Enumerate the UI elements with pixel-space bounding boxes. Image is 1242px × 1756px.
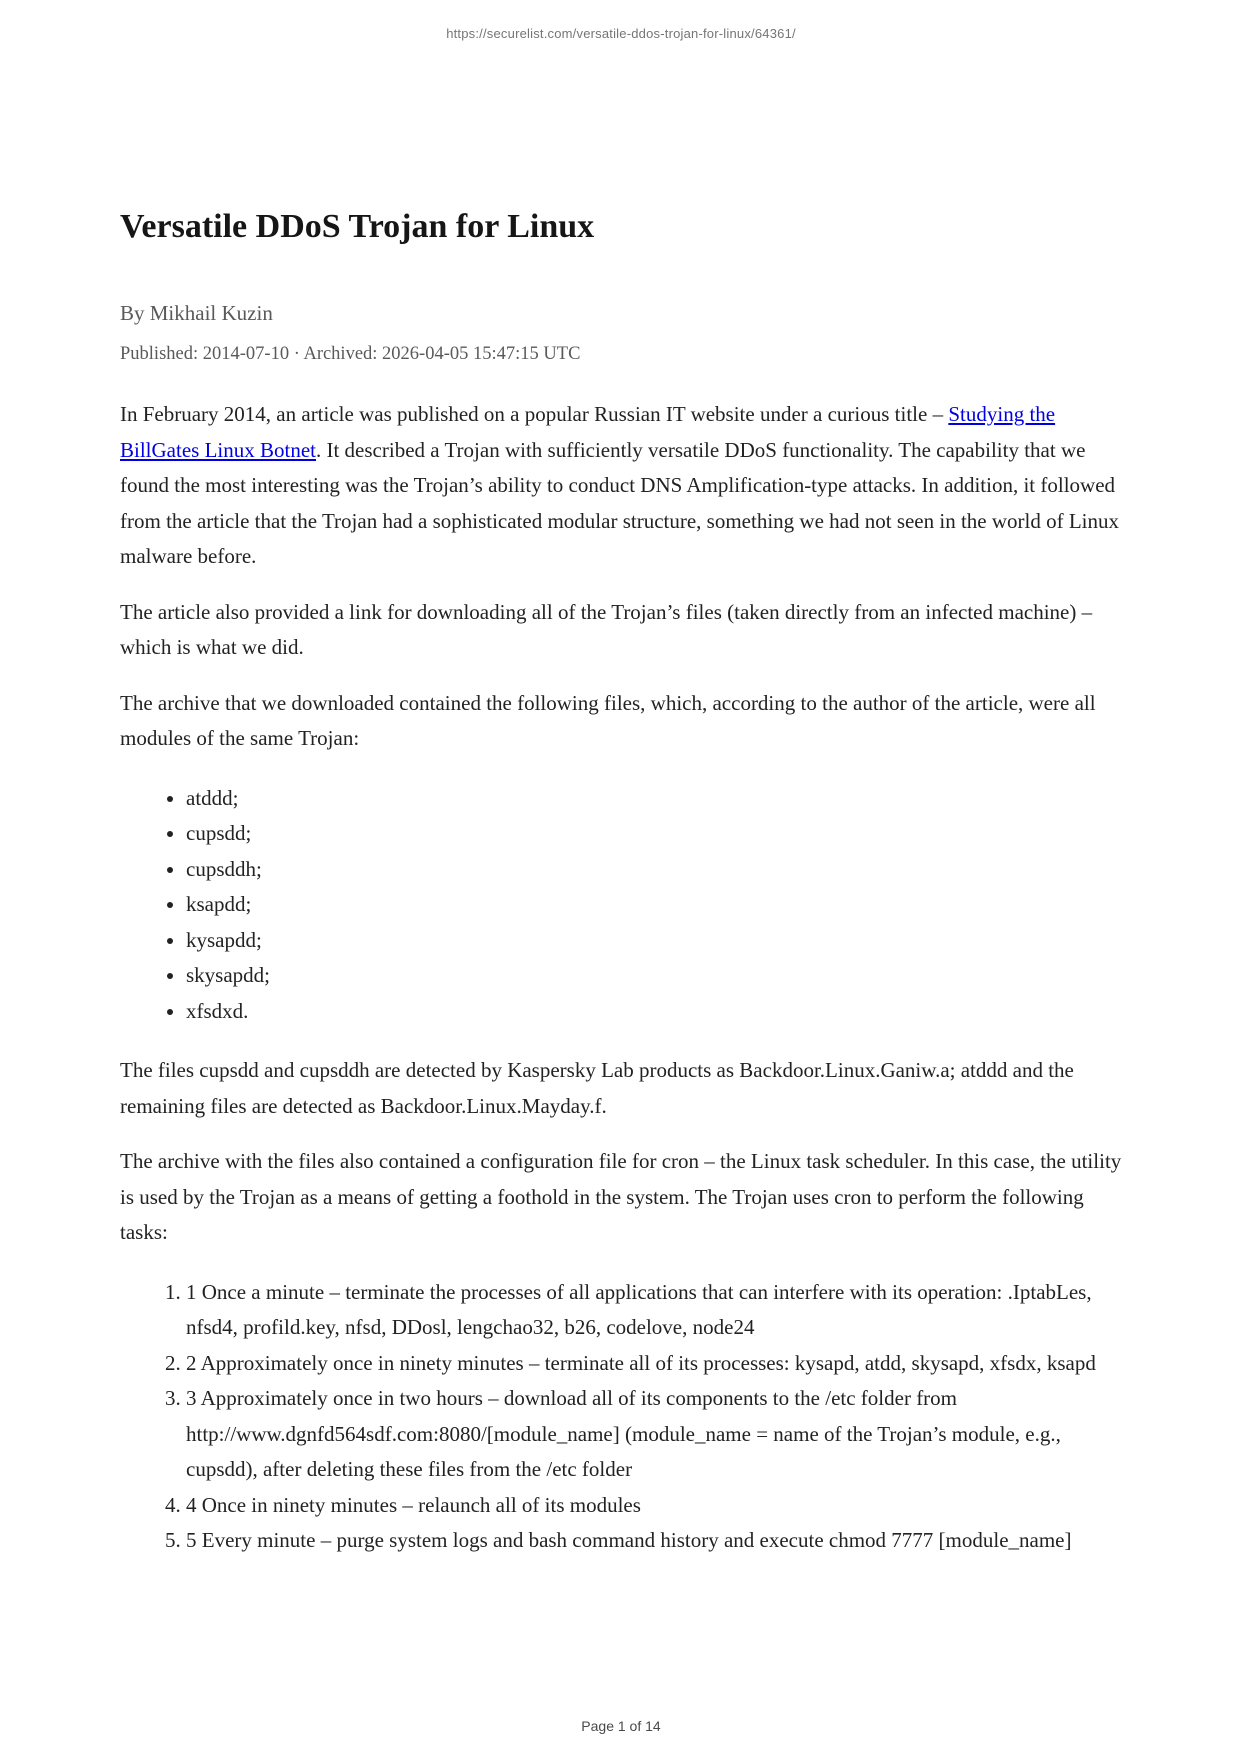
paragraph-intro <box>120 397 1127 575</box>
task-list-item: 5. 5 Every minute – purge system logs and bash command history and execute chmod 7777 [module_name] <box>186 1523 1127 1559</box>
article-meta: Published: 2014-07-10 · Archived: 2026-04-05 15:47:15 UTC <box>120 344 581 364</box>
file-list-item: • atddd; <box>186 781 1127 817</box>
file-list-item: • xfsdxd. <box>186 994 1127 1030</box>
file-list-item: • ksapdd; <box>186 887 1127 923</box>
cron-task-list <box>120 1275 1127 1559</box>
task-list-item: 1. 1 Once a minute – terminate the processes of all applications that can interfere with its operation: .IptabLes, nfsd4, profild.key, nfsd, DDosl, lengchao32, b26, codelove, node24 <box>186 1275 1127 1346</box>
page-number: Page 1 of 14 <box>581 1718 661 1734</box>
article-byline: By Mikhail Kuzin <box>120 301 273 325</box>
print-header-url: https://securelist.com/versatile-ddos-trojan-for-linux/64361/ <box>446 26 796 41</box>
task-list-item: 3. 3 Approximately once in two hours – download all of its components to the /etc folder from http://www.dgnfd564sdf.com:8080/[module_name] (module_name = name of the Trojan’s module, e.g., cupsdd), after deleting these files from the /etc folder <box>186 1381 1127 1488</box>
paragraph-detection-names: The files cupsdd and cupsddh are detected by Kaspersky Lab products as Backdoor.Linux.Ganiw.a; atddd and the remaining files are detected as Backdoor.Linux.Mayday.f. <box>120 1058 1074 1118</box>
intro-text-after-link: . It described a Trojan with sufficiently versatile DDoS functionality. The capability that we found the most interesting was the Trojan’s ability to conduct DNS Amplification-type attacks. In addition, it followed from the article that the Trojan had a sophisticated modular structure, something we had not seen in the world of Linux malware before. <box>120 437 1120 568</box>
task-list-item: 2. 2 Approximately once in ninety minutes – terminate all of its processes: kysapd, atdd, skysapd, xfsdx, ksapd <box>186 1346 1127 1382</box>
task-list-item: 4. 4 Once in ninety minutes – relaunch all of its modules <box>186 1488 1127 1524</box>
file-list-item: • kysapdd; <box>186 923 1127 959</box>
file-list-item: • cupsddh; <box>186 852 1127 888</box>
file-list-item: • cupsdd; <box>186 816 1127 852</box>
billgates-botnet-link[interactable]: Studying the BillGates Linux Botnet <box>120 402 1056 462</box>
paragraph-download-link: The article also provided a link for downloading all of the Trojan’s files (taken directly from an infected machine) – which is what we did. <box>120 599 1093 659</box>
module-file-list <box>120 781 1127 1030</box>
file-list-item: • skysapdd; <box>186 958 1127 994</box>
article-title: Versatile DDoS Trojan for Linux <box>120 208 595 245</box>
intro-text-before-link: In February 2014, an article was published on a popular Russian IT website under a curious title – <box>120 402 949 426</box>
paragraph-cron-config: The archive with the files also contained a configuration file for cron – the Linux task scheduler. In this case, the utility is used by the Trojan as a means of getting a foothold in the system. The Trojan uses cron to perform the following tasks: <box>120 1149 1122 1244</box>
paragraph-archive-contents: The archive that we downloaded contained the following files, which, according to the author of the article, were all modules of the same Trojan: <box>120 690 1096 750</box>
